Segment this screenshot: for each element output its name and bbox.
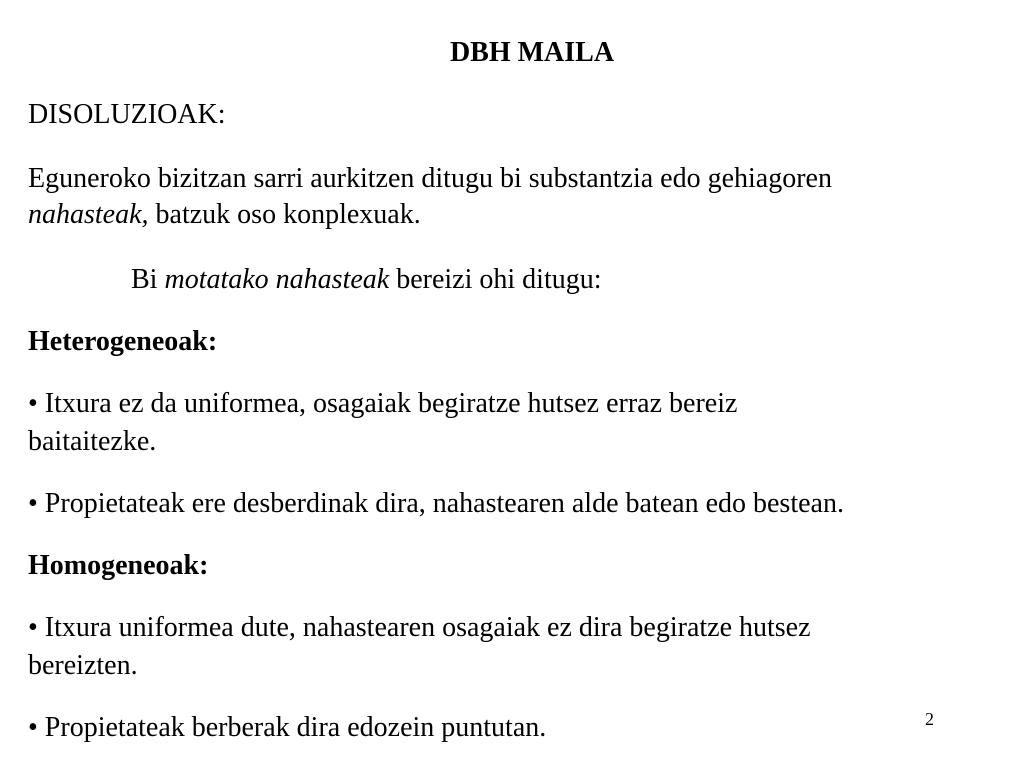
- intro-line-2: [28, 199, 421, 231]
- homogeneous-heading: Homogeneoak:: [28, 550, 209, 581]
- intro-line-1: Eguneroko bizitzan sarri aurkitzen ditugu bi substantzia edo gehiagoren: [28, 163, 832, 194]
- slide-title: DBH MAILA: [449, 37, 615, 68]
- heterogeneous-bullet-2: • Propietateak ere desberdinak dira, nahastearen alde batean edo bestean.: [28, 488, 844, 519]
- intro-line-2-rest: batzuk oso konplexuak.: [148, 199, 421, 230]
- heterogeneous-bullet-1-line-2: baitaitezke.: [28, 426, 157, 457]
- homogeneous-bullet-1-line-2: bereizten.: [28, 650, 138, 681]
- types-sentence: [131, 264, 602, 296]
- intro-italic-term: nahasteak,: [28, 199, 149, 230]
- types-italic-term: motatako nahasteak: [164, 264, 390, 295]
- homogeneous-bullet-2: • Propietateak berberak dira edozein puntutan.: [28, 712, 547, 743]
- page-number: 2: [925, 709, 934, 729]
- homogeneous-bullet-1-line-1: • Itxura uniformea dute, nahastearen osagaiak ez dira begiratze hutsez: [28, 612, 811, 643]
- heterogeneous-bullet-1-line-1: • Itxura ez da uniformea, osagaiak begiratze hutsez erraz bereiz: [28, 388, 738, 419]
- section-heading: DISOLUZIOAK:: [28, 99, 226, 130]
- types-prefix: Bi: [131, 264, 165, 295]
- heterogeneous-heading: Heterogeneoak:: [28, 326, 218, 357]
- types-suffix: bereizi ohi ditugu:: [389, 264, 602, 295]
